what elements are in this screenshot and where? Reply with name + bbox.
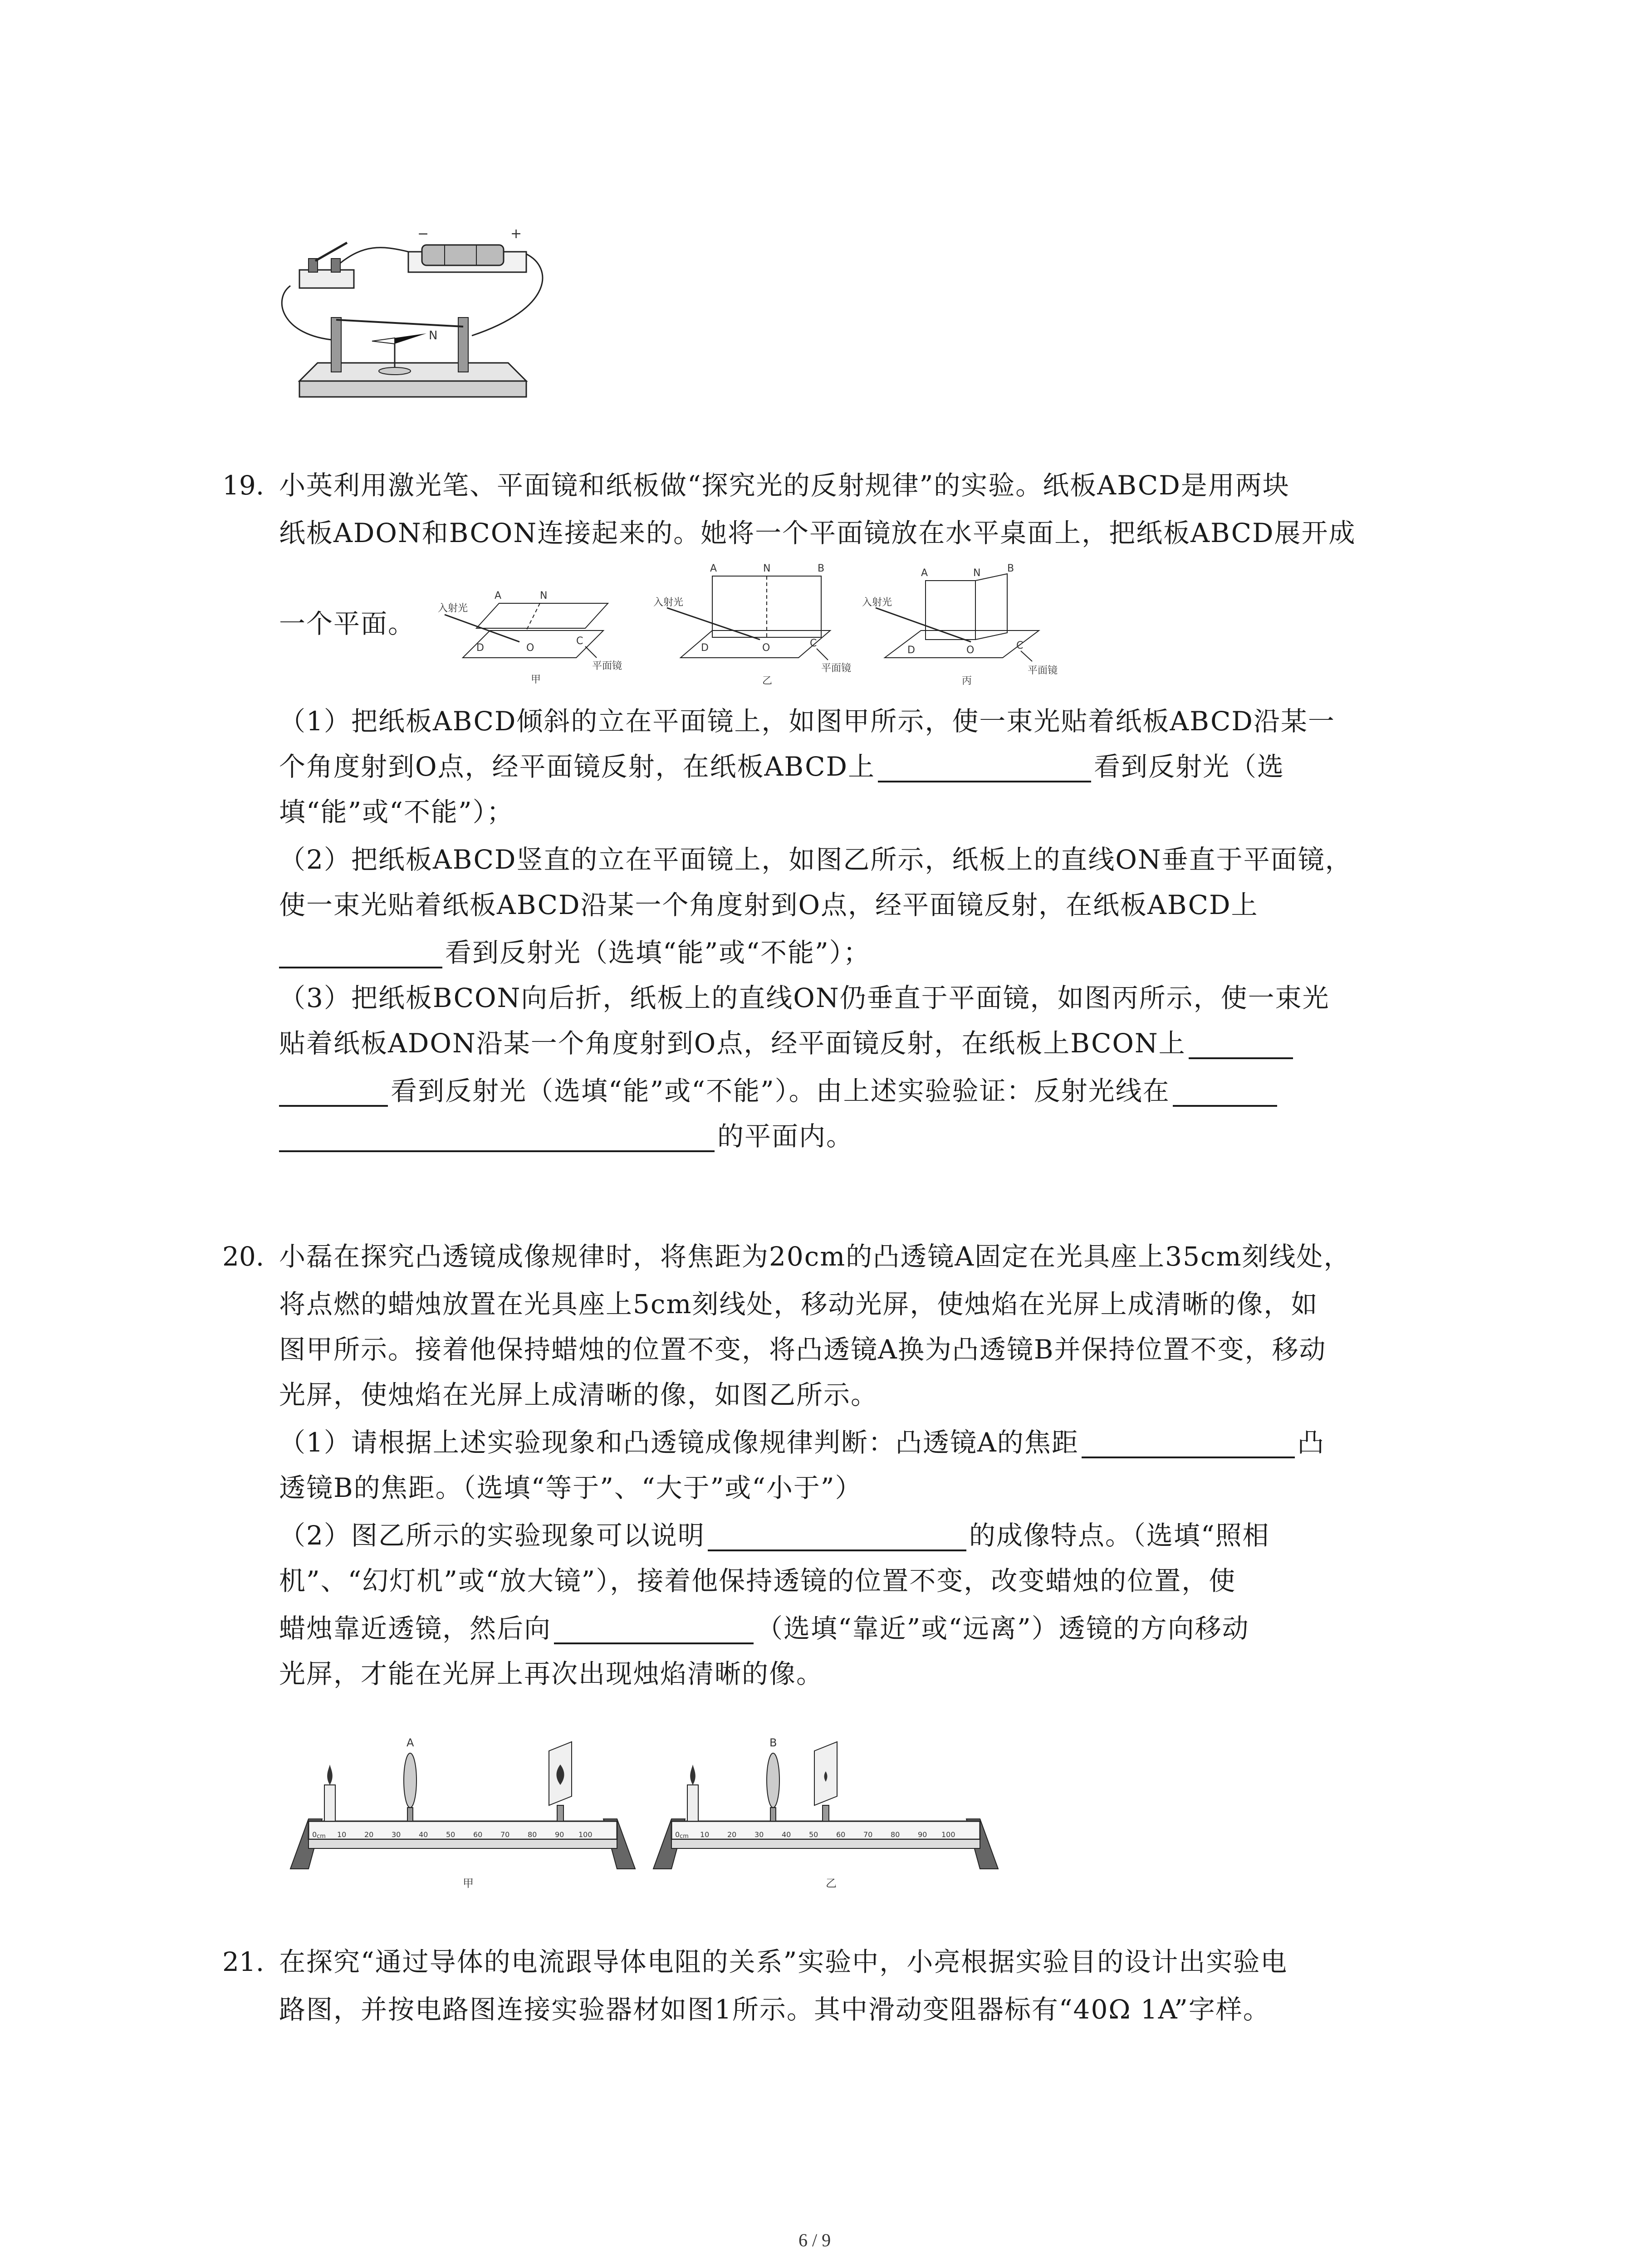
q19-part3-line-1: （3）把纸板BCON向后折，纸板上的直线ON仍垂直于平面镜，如图丙所示，使一束光 bbox=[279, 982, 1330, 1013]
question-20-number: 20. bbox=[222, 1241, 265, 1272]
q20-part2-answer-blank-a[interactable] bbox=[708, 1526, 966, 1551]
bench-yi-caption: 乙 bbox=[826, 1877, 837, 1890]
svg-text:70: 70 bbox=[500, 1830, 510, 1839]
figure-yi-caption: 乙 bbox=[762, 675, 773, 685]
q20-part2-line-2: 机”、“幻灯机”或“放大镜”），接着他保持透镜的位置不变，改变蜡烛的位置，使 bbox=[279, 1565, 1236, 1596]
svg-text:70: 70 bbox=[863, 1830, 873, 1839]
q19-part2-line-1: （2）把纸板ABCD竖直的立在平面镜上，如图乙所示，纸板上的直线ON垂直于平面镜， bbox=[279, 844, 1352, 875]
svg-text:50: 50 bbox=[809, 1830, 818, 1839]
q19-part1-line-1: （1）把纸板ABCD倾斜的立在平面镜上，如图甲所示，使一束光贴着纸板ABCD沿某一 bbox=[279, 706, 1335, 737]
q19-part3-answer-blank-a[interactable] bbox=[1189, 1034, 1293, 1059]
q20-stem-line-1: 小磊在探究凸透镜成像规律时，将焦距为20cm的凸透镜A固定在光具座上35cm刻线处， bbox=[279, 1241, 1351, 1272]
q21-stem-line-1: 在探究“通过导体的电流跟导体电阻的关系”实验中，小亮根据实验目的设计出实验电 bbox=[279, 1946, 1288, 1977]
svg-text:A: A bbox=[710, 563, 717, 574]
q19-part2-answer-blank[interactable] bbox=[279, 943, 442, 968]
q20-part2-line-4: 光屏，才能在光屏上再次出现烛焰清晰的像。 bbox=[279, 1658, 824, 1689]
svg-text:平面镜: 平面镜 bbox=[592, 660, 622, 672]
svg-text:C: C bbox=[576, 635, 583, 647]
figure-bing-caption: 丙 bbox=[962, 675, 972, 685]
svg-text:0: 0 bbox=[675, 1830, 680, 1839]
reflection-figure-bing bbox=[857, 558, 1066, 685]
svg-text:N: N bbox=[763, 563, 771, 574]
lens-b-label: B bbox=[769, 1736, 777, 1749]
q20-stem-line-2: 将点燃的蜡烛放置在光具座上5cm刻线处，移动光屏，使烛焰在光屏上成清晰的像，如 bbox=[279, 1289, 1318, 1320]
q20-part2-answer-blank-b[interactable] bbox=[554, 1619, 754, 1644]
svg-text:60: 60 bbox=[473, 1830, 483, 1839]
reflection-figure-yi bbox=[649, 558, 857, 685]
q19-part3-answer-blank-c[interactable] bbox=[1173, 1081, 1277, 1107]
svg-text:平面镜: 平面镜 bbox=[821, 663, 852, 674]
svg-text:入射光: 入射光 bbox=[653, 597, 684, 608]
bench-jia-caption: 甲 bbox=[463, 1877, 474, 1890]
q19-part3-line-2: 贴着纸板ADON沿某一个角度射到O点，经平面镜反射，在纸板上BCON上 bbox=[279, 1027, 1296, 1059]
svg-text:50: 50 bbox=[446, 1830, 456, 1839]
svg-text:O: O bbox=[966, 645, 975, 656]
svg-text:90: 90 bbox=[555, 1830, 564, 1839]
q19-part3-answer-blank-d[interactable] bbox=[279, 1127, 715, 1152]
figure-jia-caption: 甲 bbox=[531, 674, 541, 685]
q20-part2-line-1: （2）图乙所示的实验现象可以说明 的成像特点。（选填“照相 bbox=[279, 1520, 1270, 1551]
svg-text:C: C bbox=[1016, 640, 1024, 651]
question-21-number: 21. bbox=[222, 1946, 265, 1977]
svg-text:80: 80 bbox=[891, 1830, 900, 1839]
svg-text:平面镜: 平面镜 bbox=[1028, 665, 1058, 676]
svg-text:A: A bbox=[921, 567, 928, 579]
q20-stem-line-4: 光屏，使烛焰在光屏上成清晰的像，如图乙所示。 bbox=[279, 1379, 878, 1410]
battery-minus-label: − bbox=[417, 227, 429, 242]
svg-text:100: 100 bbox=[578, 1830, 593, 1839]
q19-part2-line-3: 看到反射光（选填“能”或“不能”）； bbox=[279, 937, 871, 968]
svg-text:20: 20 bbox=[364, 1830, 374, 1839]
svg-text:C: C bbox=[810, 638, 817, 649]
svg-text:入射光: 入射光 bbox=[862, 597, 892, 608]
q19-part3-line-3: 看到反射光（选填“能”或“不能”）。由上述实验验证：反射光线在 bbox=[279, 1075, 1280, 1107]
q21-stem-line-2: 路图，并按电路图连接实验器材如图1所示。其中滑动变阻器标有“40Ω 1A”字样。 bbox=[279, 1994, 1270, 2025]
q19-stem-line-1: 小英利用激光笔、平面镜和纸板做“探究光的反射规律”的实验。纸板ABCD是用两块 bbox=[279, 470, 1290, 501]
svg-text:40: 40 bbox=[419, 1830, 428, 1839]
svg-text:入射光: 入射光 bbox=[438, 603, 468, 614]
svg-text:B: B bbox=[1007, 563, 1014, 574]
q19-stem-line-2: 纸板ADON和BCON连接起来的。她将一个平面镜放在水平桌面上，把纸板ABCD展开成 bbox=[279, 518, 1356, 548]
q19-part1-answer-blank[interactable] bbox=[878, 757, 1091, 782]
q19-stem-line-3: 一个平面。 bbox=[279, 608, 416, 639]
svg-text:20: 20 bbox=[727, 1830, 737, 1839]
svg-text:D: D bbox=[907, 645, 915, 656]
q19-part3-line-4: 的平面内。 bbox=[279, 1120, 853, 1152]
lens-a-label: A bbox=[407, 1736, 414, 1749]
oersted-experiment-figure bbox=[272, 227, 563, 417]
svg-text:10: 10 bbox=[700, 1830, 710, 1839]
svg-text:B: B bbox=[818, 563, 825, 574]
svg-text:cm: cm bbox=[680, 1833, 689, 1840]
svg-text:0: 0 bbox=[312, 1830, 317, 1839]
svg-text:D: D bbox=[701, 642, 709, 654]
svg-text:N: N bbox=[973, 567, 981, 579]
svg-text:O: O bbox=[762, 642, 770, 654]
q19-part3-answer-blank-b[interactable] bbox=[279, 1081, 388, 1107]
svg-text:A: A bbox=[495, 590, 502, 601]
battery-plus-label: + bbox=[510, 227, 522, 242]
svg-text:cm: cm bbox=[317, 1833, 326, 1840]
q20-stem-line-3: 图甲所示。接着他保持蜡烛的位置不变，将凸透镜A换为凸透镜B并保持位置不变，移动 bbox=[279, 1334, 1327, 1365]
q20-part1-line-1: （1）请根据上述实验现象和凸透镜成像规律判断：凸透镜A的焦距 凸 bbox=[279, 1427, 1325, 1458]
svg-text:O: O bbox=[526, 642, 534, 654]
compass-north-label: N bbox=[429, 329, 438, 342]
svg-text:100: 100 bbox=[941, 1830, 955, 1839]
svg-text:D: D bbox=[476, 642, 484, 654]
svg-text:40: 40 bbox=[782, 1830, 791, 1839]
q20-part1-line-2: 透镜B的焦距。（选填“等于”、“大于”或“小于”） bbox=[279, 1472, 862, 1503]
q19-part1-line-3: 填“能”或“不能”）； bbox=[279, 797, 514, 827]
q20-part1-answer-blank[interactable] bbox=[1082, 1433, 1295, 1458]
q19-part1-line-2: 个角度射到O点，经平面镜反射，在纸板ABCD上 看到反射光（选 bbox=[279, 751, 1285, 782]
svg-text:30: 30 bbox=[754, 1830, 764, 1839]
q19-part2-line-2: 使一束光贴着纸板ABCD沿某一个角度射到O点，经平面镜反射，在纸板ABCD上 bbox=[279, 890, 1259, 920]
svg-text:30: 30 bbox=[392, 1830, 401, 1839]
optical-bench-figure-yi bbox=[644, 1706, 1007, 1905]
question-19-number: 19. bbox=[222, 470, 265, 501]
svg-text:80: 80 bbox=[528, 1830, 537, 1839]
svg-text:10: 10 bbox=[337, 1830, 347, 1839]
q20-part2-line-3: 蜡烛靠近透镜，然后向 （选填“靠近”或“远离”）透镜的方向移动 bbox=[279, 1613, 1249, 1644]
svg-text:60: 60 bbox=[836, 1830, 846, 1839]
reflection-figure-jia bbox=[436, 567, 644, 685]
svg-text:N: N bbox=[540, 590, 548, 601]
svg-text:90: 90 bbox=[918, 1830, 927, 1839]
page-number: 6 / 9 bbox=[798, 2230, 831, 2250]
optical-bench-figure-jia bbox=[281, 1706, 644, 1905]
